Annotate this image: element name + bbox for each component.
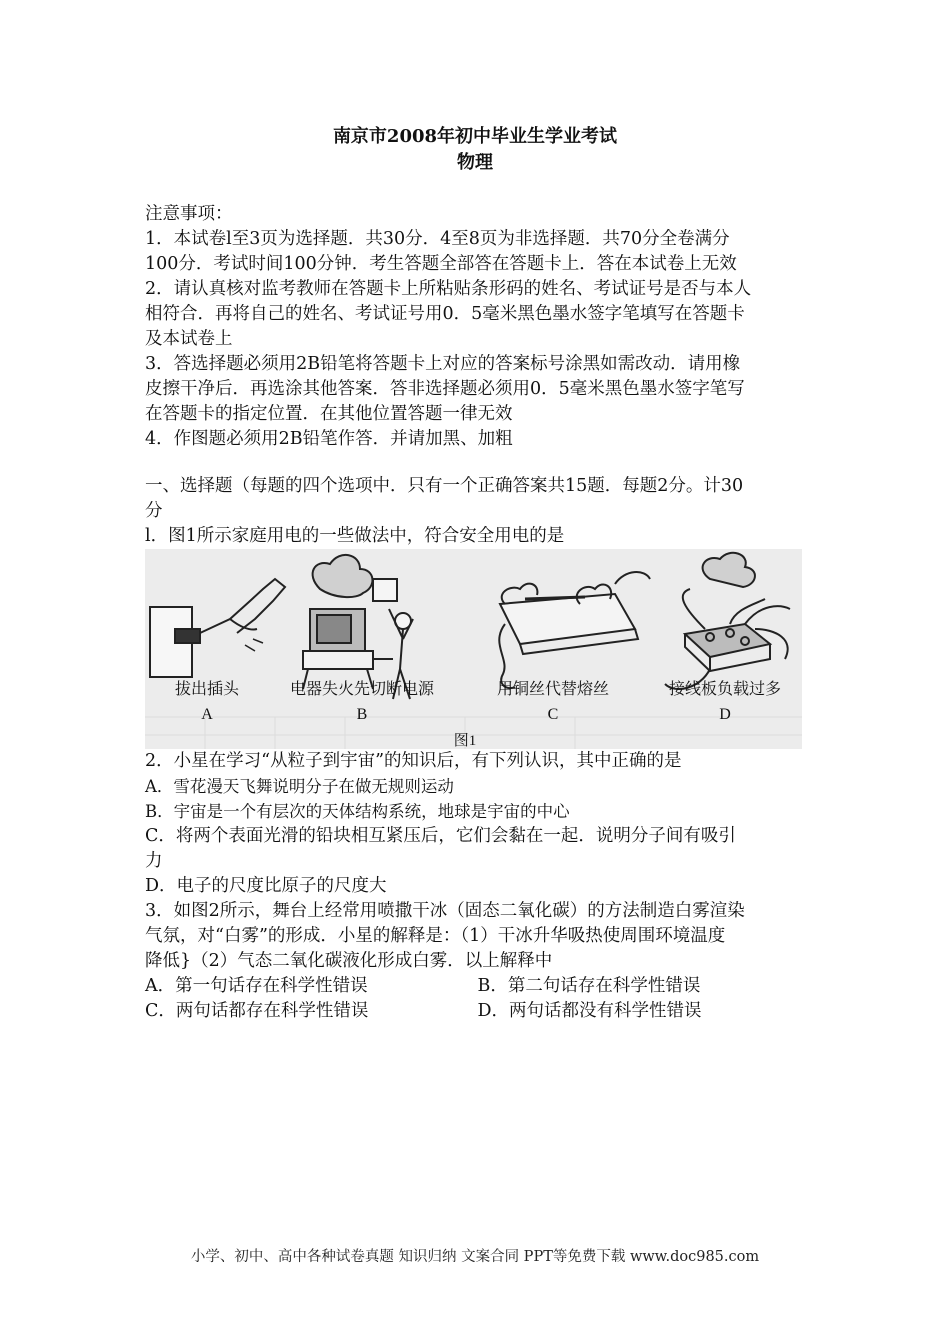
notice-item-1-line-2: 100分．考试时间100分钟．考生答题全部答在答题卡上．答在本试卷上无效: [145, 254, 737, 274]
notice-item-3-line-1: 3．答选择题必须用2B铅笔将答题卡上对应的答案标号涂黑如需改动．请用橡: [145, 354, 741, 374]
panel-d-label: 接线板负载过多: [668, 681, 782, 698]
title-block: [0, 124, 950, 176]
question-3-options-row-2: [145, 999, 810, 1024]
notice-item-4: 4．作图题必须用2B铅笔作答．并请加黑、加粗: [145, 429, 513, 449]
exam-content: [145, 202, 810, 1024]
panel-b-letter: B: [356, 706, 368, 723]
section-1-heading-line-2: 分: [145, 501, 163, 521]
notice-item-2-line-1: 2．请认真核对监考教师在答题卡上所粘贴条形码的姓名、考试证号是否与本人: [145, 279, 752, 299]
question-2-option-b: B．宇宙是一个有层次的天体结构系统，地球是宇宙的中心: [145, 802, 570, 821]
question-2-option-a: A．雪花漫天飞舞说明分子在做无规则运动: [145, 777, 454, 796]
question-3-option-c: C．两句话都存在科学性错误: [145, 1001, 369, 1021]
notice-heading: 注意事项：: [145, 204, 233, 224]
panel-a-letter: A: [201, 706, 213, 723]
exam-title: 南京市2008年初中毕业生学业考试: [332, 126, 618, 147]
question-2-option-c-line-1: C．将两个表面光滑的铅块相互紧压后，它们会黏在一起．说明分子间有吸引: [145, 826, 736, 846]
question-1-stem: l．图1所示家庭用电的一些做法中，符合安全用电的是: [145, 526, 565, 546]
panel-d-letter: D: [719, 706, 731, 723]
notice-item-3-line-3: 在答题卡的指定位置．在其他位置答题一律无效: [145, 404, 513, 424]
notice-item-2-line-3: 及本试卷上: [145, 329, 233, 349]
panel-a-label: 拔出插头: [174, 681, 240, 698]
question-3-stem-line-1: 3．如图2所示，舞台上经常用喷撒干冰（固态二氧化碳）的方法制造白雾渲染: [145, 901, 745, 921]
question-3-option-a: A．第一句话存在科学性错误: [145, 976, 368, 996]
question-3-option-d: D．两句话都没有科学性错误: [477, 1001, 702, 1021]
question-3-stem-line-2: 气氛，对“白雾”的形成．小星的解释是：（1）干冰升华吸热使周围环境温度: [145, 926, 726, 946]
notice-item-3-line-2: 皮擦干净后．再选涂其他答案．答非选择题必须用0．5毫米黑色墨水签字笔写: [145, 379, 745, 399]
question-2-option-d: D．电子的尺度比原子的尺度大: [145, 876, 387, 896]
panel-b-label: 电器失火先切断电源: [289, 681, 435, 698]
notice-item-1-line-1: 1．本试卷l至3页为选择题．共30分．4至8页为非选择题．共70分全卷满分: [145, 229, 730, 249]
question-3-option-b: B．第二句话存在科学性错误: [477, 976, 701, 996]
question-2-stem: 2．小星在学习“从粒子到宇宙”的知识后，有下列认识，其中正确的是: [145, 751, 682, 771]
panel-c-letter: C: [547, 706, 559, 723]
section-1-heading-line-1: 一、选择题（每题的四个选项中．只有一个正确答案共15题．每题2分。计30: [145, 476, 744, 496]
page-footer: 小学、初中、高中各种试卷真题 知识归纳 文案合同 PPT等免费下载 www.doc985.com: [190, 1249, 760, 1265]
question-3-stem-line-3: 降低}（2）气态二氧化碳液化形成白雾．以上解释中: [145, 951, 553, 971]
figure-1: [145, 549, 802, 749]
notice-item-2-line-2: 相符合．再将自己的姓名、考试证号用0．5毫米黑色墨水签字笔填写在答题卡: [145, 304, 745, 324]
panel-c-label: 用铜丝代替熔丝: [496, 681, 610, 698]
exam-subject: 物理: [457, 152, 493, 173]
question-2-option-c-line-2: 力: [145, 851, 163, 871]
question-3-options-row-1: [145, 974, 810, 999]
figure-1-caption: 图1: [453, 733, 477, 749]
figure-1-illustration: [145, 549, 802, 749]
